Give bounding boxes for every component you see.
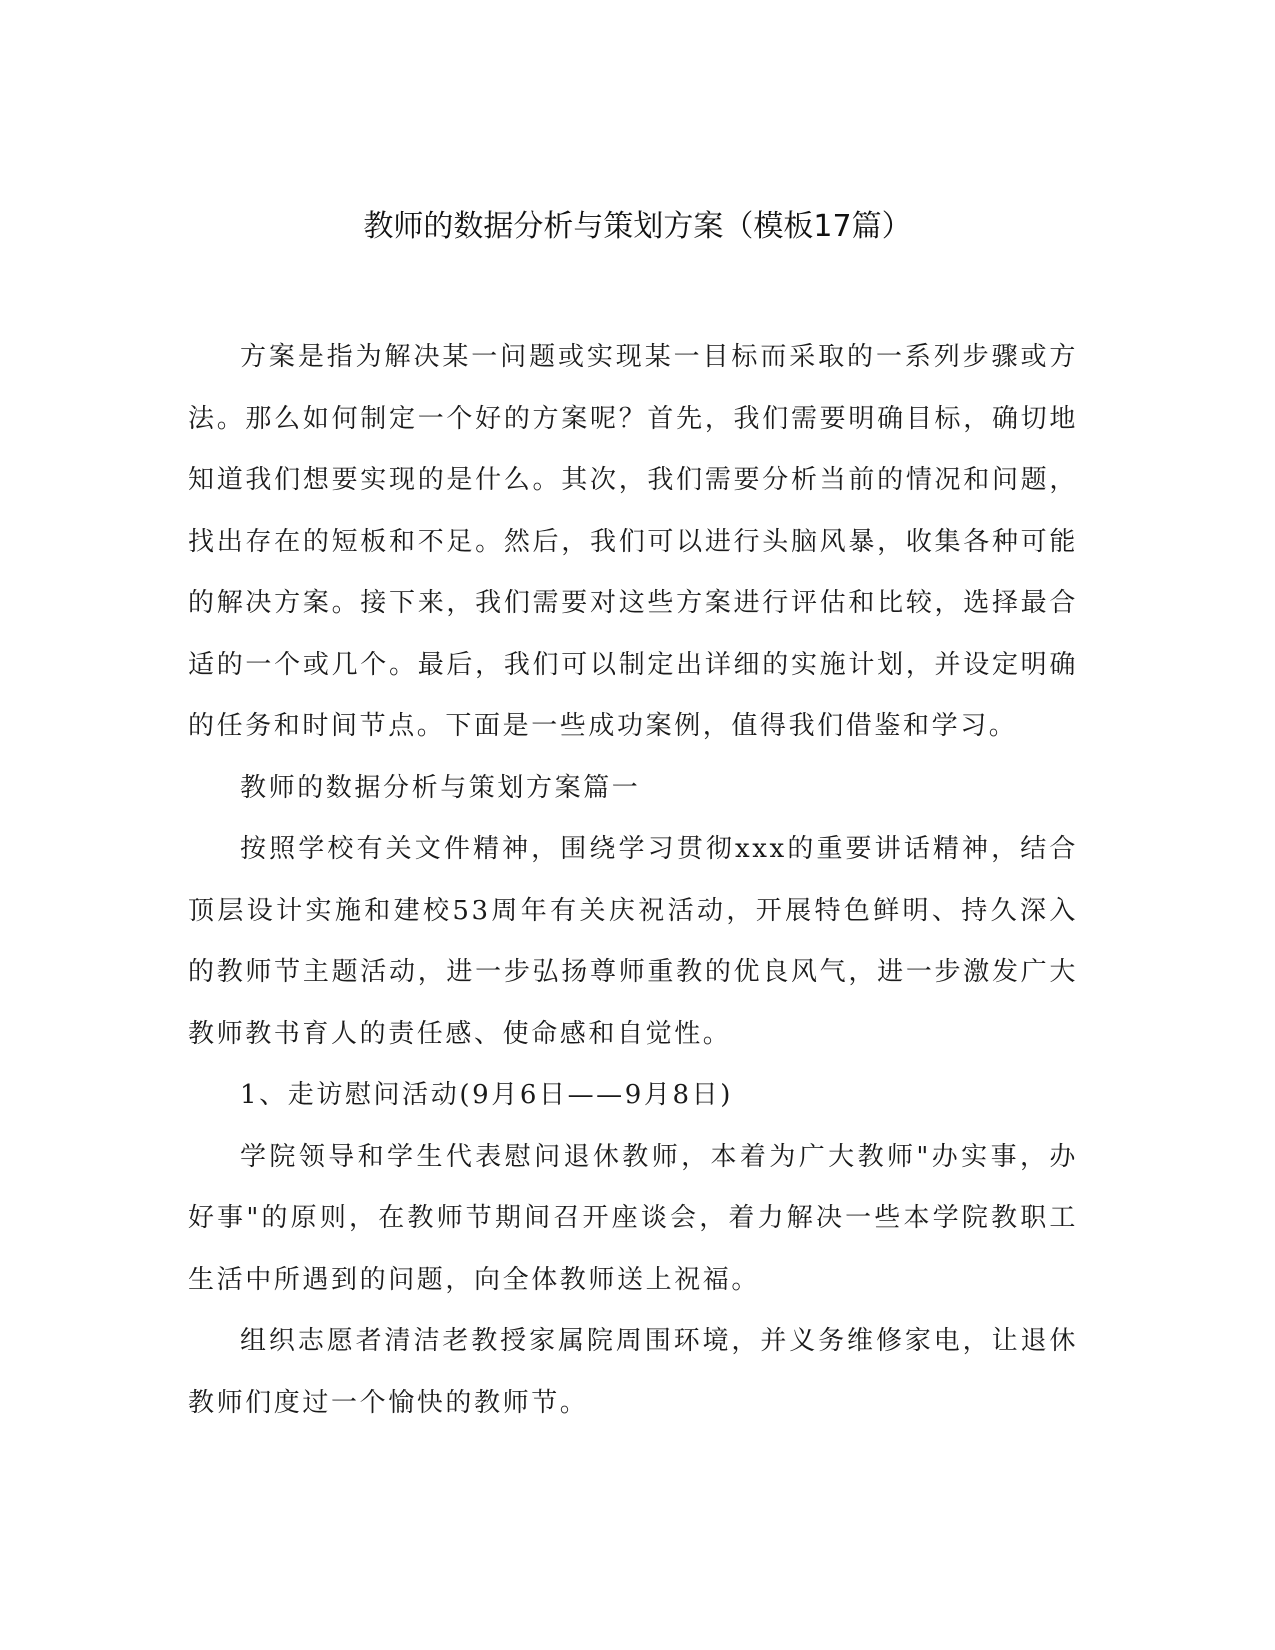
paragraph-visit: 学院领导和学生代表慰问退休教师，本着为广大教师"办实事，办好事"的原则，在教师节期间召开座谈会，着力解决一些本学院教职工生活中所遇到的问题，向全体教师送上祝福。: [188, 1141, 1078, 1295]
paragraph-purpose: 按照学校有关文件精神，围绕学习贯彻xxx的重要讲话精神，结合顶层设计实施和建校53周年有关庆祝活动，开展特色鲜明、持久深入的教师节主题活动，进一步弘扬尊师重教的优良风气，进一步激发广大教师教书育人的责任感、使命感和自觉性。: [188, 834, 1078, 1049]
document-title: 教师的数据分析与策划方案（模板17篇）: [363, 209, 912, 244]
paragraph-volunteer: 组织志愿者清洁老教授家属院周围环境，并义务维修家电，让退休教师们度过一个愉快的教师节。: [188, 1326, 1078, 1418]
paragraph-intro: 方案是指为解决某一问题或实现某一目标而采取的一系列步骤或方法。那么如何制定一个好的方案呢？首先，我们需要明确目标，确切地知道我们想要实现的是什么。其次，我们需要分析当前的情况和问题，找出存在的短板和不足。然后，我们可以进行头脑风暴，收集各种可能的解决方案。接下来，我们需要对这些方案进行评估和比较，选择最合适的一个或几个。最后，我们可以制定出详细的实施计划，并设定明确的任务和时间节点。下面是一些成功案例，值得我们借鉴和学习。: [188, 342, 1078, 741]
section-heading-1: 教师的数据分析与策划方案篇一: [240, 772, 641, 803]
document-body: [188, 327, 1078, 1434]
item-heading-1: 1、走访慰问活动(9月6日——9月8日): [240, 1080, 733, 1110]
